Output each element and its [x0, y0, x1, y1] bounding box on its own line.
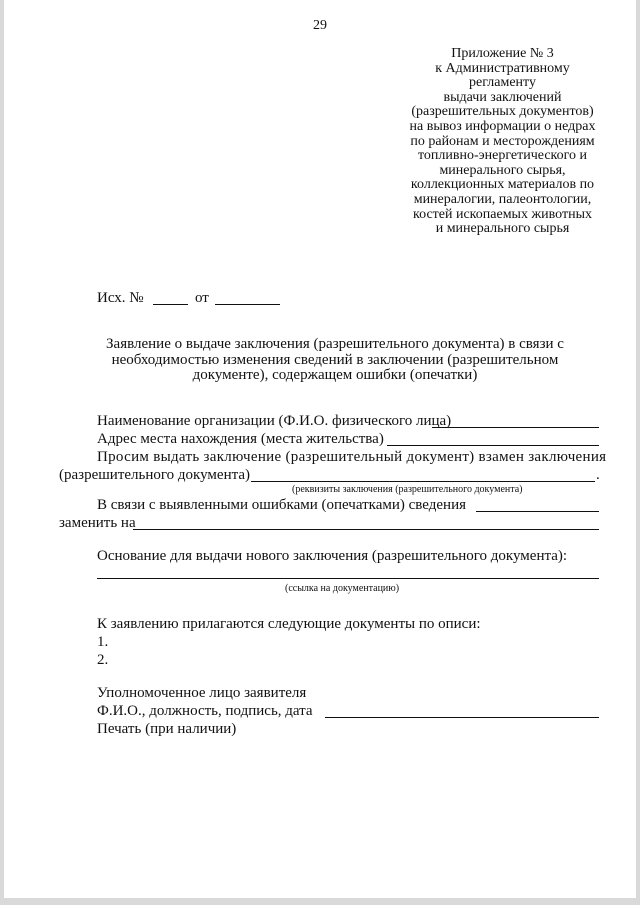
organization-label: Наименование организации (Ф.И.О. физического лица) — [97, 413, 452, 429]
appendix-line: по районам и месторождениям — [410, 133, 595, 149]
attachment-item: 2. — [97, 652, 109, 668]
authorized-person-label: Уполномоченное лицо заявителя — [97, 685, 307, 701]
scan-edge-right — [636, 0, 640, 905]
title-line: документе), содержащем ошибки (опечатки) — [192, 367, 478, 383]
appendix-line: (разрешительных документов) — [411, 104, 594, 120]
basis-caption: (ссылка на документацию) — [285, 583, 400, 594]
organization-field[interactable] — [432, 427, 599, 428]
appendix-line: минерального сырья, — [439, 162, 566, 178]
request-details-caption: (реквизиты заключения (разрешительного документа) — [292, 484, 523, 495]
outgoing-date-field[interactable] — [215, 304, 280, 305]
errors-text-line2: заменить на — [59, 515, 136, 531]
address-label: Адрес места нахождения (места жительства) — [97, 431, 384, 447]
appendix-line: выдачи заключений — [443, 89, 562, 105]
appendix-line: к Административному — [435, 60, 570, 76]
appendix-line: коллекционных материалов по — [410, 177, 595, 193]
appendix-line: костей ископаемых животных — [413, 206, 592, 222]
request-end-period: . — [596, 467, 600, 483]
errors-field[interactable] — [476, 511, 599, 512]
outgoing-number-label: Исх. № — [97, 290, 144, 306]
outgoing-date-label: от — [195, 290, 209, 306]
scan-edge-bottom — [0, 898, 640, 905]
address-field[interactable] — [387, 445, 599, 446]
title-line: Заявление о выдаче заключения (разрешительного документа) в связи с — [106, 336, 564, 352]
application-title — [90, 337, 580, 384]
basis-label: Основание для выдачи нового заключения (разрешительного документа): — [97, 548, 568, 564]
signature-field[interactable] — [325, 717, 599, 718]
outgoing-number-field[interactable] — [153, 304, 188, 305]
page-number: 29 — [313, 18, 327, 33]
request-details-field[interactable] — [251, 481, 595, 482]
appendix-line: на вывоз информации о недрах — [409, 118, 596, 134]
title-line: необходимостью изменения сведений в заключении (разрешительном — [111, 351, 559, 368]
scan-edge-left — [0, 0, 4, 905]
errors-text-line1: В связи с выявленными ошибками (опечатками) сведения — [97, 497, 467, 513]
appendix-line: Приложение № 3 — [451, 46, 554, 61]
signature-label: Ф.И.О., должность, подпись, дата — [97, 703, 313, 719]
attachment-item: 1. — [97, 634, 109, 650]
appendix-line: топливно-энергетического и — [417, 148, 588, 164]
request-text-line2: (разрешительного документа) — [59, 467, 250, 483]
appendix-line: и минерального сырья — [435, 221, 570, 237]
appendix-line: регламенту — [469, 75, 536, 91]
appendix-block — [390, 47, 615, 237]
stamp-label: Печать (при наличии) — [97, 721, 237, 737]
replace-with-field[interactable] — [133, 529, 599, 530]
attachments-label: К заявлению прилагаются следующие документы по описи: — [97, 616, 481, 632]
appendix-line: минералогии, палеонтологии, — [413, 191, 592, 207]
request-text-line1: Просим выдать заключение (разрешительный документ) взамен заключения — [97, 449, 607, 465]
basis-field[interactable] — [97, 578, 599, 579]
